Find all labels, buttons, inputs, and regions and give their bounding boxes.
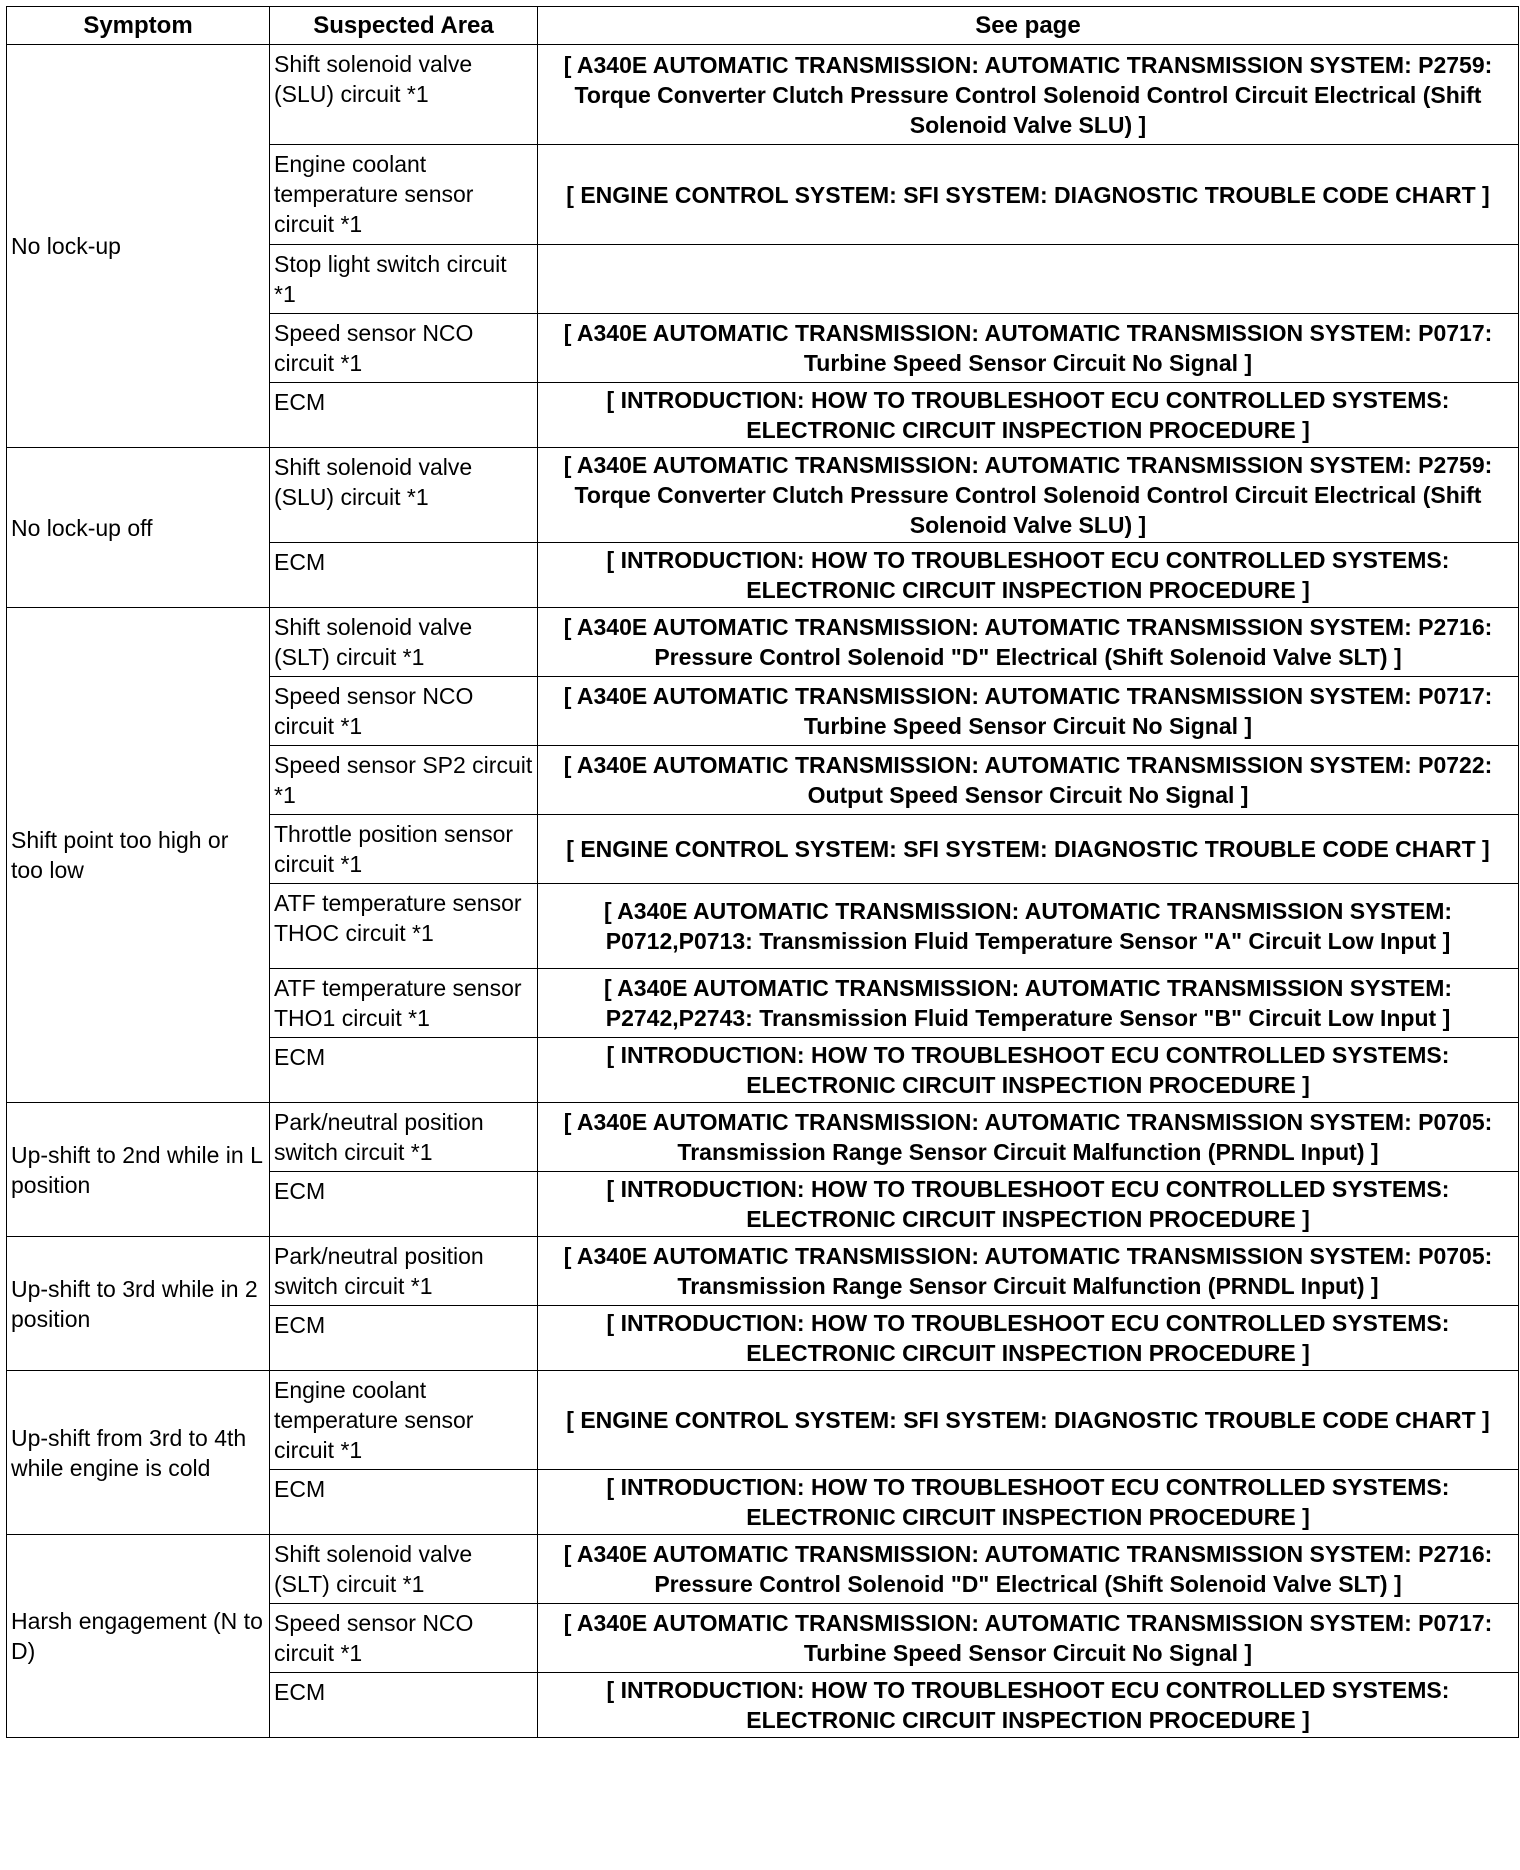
suspected-area-cell: Shift solenoid valve (SLT) circuit *1: [270, 1535, 538, 1604]
suspected-area-cell: Speed sensor NCO circuit *1: [270, 1604, 538, 1673]
see-page-cell: [ A340E AUTOMATIC TRANSMISSION: AUTOMATIC TRANSMISSION SYSTEM: P2759: Torque Converter Clutch Pressure Control Solenoid Control Circuit Electrical (Shift Solenoid Valve SLU) ]: [538, 448, 1519, 543]
suspected-area-cell: ECM: [270, 1306, 538, 1371]
symptom-cell: No lock-up off: [7, 448, 270, 608]
see-page-cell: [ INTRODUCTION: HOW TO TROUBLESHOOT ECU CONTROLLED SYSTEMS: ELECTRONIC CIRCUIT INSPECTION PROCEDURE ]: [538, 543, 1519, 608]
see-page-cell: [ A340E AUTOMATIC TRANSMISSION: AUTOMATIC TRANSMISSION SYSTEM: P2716: Pressure Control Solenoid "D" Electrical (Shift Solenoid Valve SLT) ]: [538, 1535, 1519, 1604]
see-page-cell: [ INTRODUCTION: HOW TO TROUBLESHOOT ECU CONTROLLED SYSTEMS: ELECTRONIC CIRCUIT INSPECTION PROCEDURE ]: [538, 1038, 1519, 1103]
suspected-area-cell: ECM: [270, 1038, 538, 1103]
table-row: [7, 1371, 1519, 1470]
suspected-area-cell: ECM: [270, 543, 538, 608]
suspected-area-cell: Park/neutral position switch circuit *1: [270, 1237, 538, 1306]
see-page-cell: [ A340E AUTOMATIC TRANSMISSION: AUTOMATIC TRANSMISSION SYSTEM: P0722: Output Speed Sensor Circuit No Signal ]: [538, 746, 1519, 815]
see-page-cell: [ A340E AUTOMATIC TRANSMISSION: AUTOMATIC TRANSMISSION SYSTEM: P2759: Torque Converter Clutch Pressure Control Solenoid Control Circuit Electrical (Shift Solenoid Valve SLU) ]: [538, 45, 1519, 145]
header-see-page: See page: [538, 7, 1519, 45]
see-page-cell: [ INTRODUCTION: HOW TO TROUBLESHOOT ECU CONTROLLED SYSTEMS: ELECTRONIC CIRCUIT INSPECTION PROCEDURE ]: [538, 1673, 1519, 1738]
table-row: [7, 1103, 1519, 1172]
see-page-cell: [ A340E AUTOMATIC TRANSMISSION: AUTOMATIC TRANSMISSION SYSTEM: P0705: Transmission Range Sensor Circuit Malfunction (PRNDL Input) ]: [538, 1103, 1519, 1172]
see-page-cell: [ A340E AUTOMATIC TRANSMISSION: AUTOMATIC TRANSMISSION SYSTEM: P0717: Turbine Speed Sensor Circuit No Signal ]: [538, 677, 1519, 746]
suspected-area-cell: Shift solenoid valve (SLU) circuit *1: [270, 45, 538, 145]
see-page-cell: [ A340E AUTOMATIC TRANSMISSION: AUTOMATIC TRANSMISSION SYSTEM: P2742,P2743: Transmission Fluid Temperature Sensor "B" Circuit Low Input ]: [538, 969, 1519, 1038]
see-page-cell: [ INTRODUCTION: HOW TO TROUBLESHOOT ECU CONTROLLED SYSTEMS: ELECTRONIC CIRCUIT INSPECTION PROCEDURE ]: [538, 1172, 1519, 1237]
table-row: [7, 1535, 1519, 1604]
suspected-area-cell: Engine coolant temperature sensor circuit *1: [270, 1371, 538, 1470]
see-page-cell: [ INTRODUCTION: HOW TO TROUBLESHOOT ECU CONTROLLED SYSTEMS: ELECTRONIC CIRCUIT INSPECTION PROCEDURE ]: [538, 383, 1519, 448]
document-page: [6, 6, 1518, 1738]
see-page-cell: [538, 245, 1519, 314]
suspected-area-cell: ECM: [270, 1673, 538, 1738]
suspected-area-cell: ATF temperature sensor THOC circuit *1: [270, 884, 538, 969]
symptom-cell: Up-shift to 3rd while in 2 position: [7, 1237, 270, 1371]
symptom-cell: Up-shift from 3rd to 4th while engine is cold: [7, 1371, 270, 1535]
suspected-area-cell: Speed sensor NCO circuit *1: [270, 314, 538, 383]
see-page-cell: [ INTRODUCTION: HOW TO TROUBLESHOOT ECU CONTROLLED SYSTEMS: ELECTRONIC CIRCUIT INSPECTION PROCEDURE ]: [538, 1470, 1519, 1535]
suspected-area-cell: Throttle position sensor circuit *1: [270, 815, 538, 884]
symptom-cell: Up-shift to 2nd while in L position: [7, 1103, 270, 1237]
suspected-area-cell: ATF temperature sensor THO1 circuit *1: [270, 969, 538, 1038]
header-row: [7, 7, 1519, 45]
suspected-area-cell: Speed sensor SP2 circuit *1: [270, 746, 538, 815]
see-page-cell: [ A340E AUTOMATIC TRANSMISSION: AUTOMATIC TRANSMISSION SYSTEM: P0717: Turbine Speed Sensor Circuit No Signal ]: [538, 1604, 1519, 1673]
symptom-cell: No lock-up: [7, 45, 270, 448]
suspected-area-cell: Speed sensor NCO circuit *1: [270, 677, 538, 746]
table-row: [7, 448, 1519, 543]
table-row: [7, 1237, 1519, 1306]
symptom-cell: Harsh engagement (N to D): [7, 1535, 270, 1738]
suspected-area-cell: ECM: [270, 1470, 538, 1535]
table-row: [7, 45, 1519, 145]
suspected-area-cell: Park/neutral position switch circuit *1: [270, 1103, 538, 1172]
see-page-cell: [ INTRODUCTION: HOW TO TROUBLESHOOT ECU CONTROLLED SYSTEMS: ELECTRONIC CIRCUIT INSPECTION PROCEDURE ]: [538, 1306, 1519, 1371]
suspected-area-cell: Shift solenoid valve (SLT) circuit *1: [270, 608, 538, 677]
suspected-area-cell: Stop light switch circuit *1: [270, 245, 538, 314]
see-page-cell: [ ENGINE CONTROL SYSTEM: SFI SYSTEM: DIAGNOSTIC TROUBLE CODE CHART ]: [538, 1371, 1519, 1470]
suspected-area-cell: ECM: [270, 383, 538, 448]
see-page-cell: [ A340E AUTOMATIC TRANSMISSION: AUTOMATIC TRANSMISSION SYSTEM: P0705: Transmission Range Sensor Circuit Malfunction (PRNDL Input) ]: [538, 1237, 1519, 1306]
symptom-table: [6, 6, 1519, 1738]
header-symptom: Symptom: [7, 7, 270, 45]
see-page-cell: [ A340E AUTOMATIC TRANSMISSION: AUTOMATIC TRANSMISSION SYSTEM: P0712,P0713: Transmission Fluid Temperature Sensor "A" Circuit Low Input ]: [538, 884, 1519, 969]
see-page-cell: [ ENGINE CONTROL SYSTEM: SFI SYSTEM: DIAGNOSTIC TROUBLE CODE CHART ]: [538, 815, 1519, 884]
suspected-area-cell: ECM: [270, 1172, 538, 1237]
see-page-cell: [ ENGINE CONTROL SYSTEM: SFI SYSTEM: DIAGNOSTIC TROUBLE CODE CHART ]: [538, 145, 1519, 245]
suspected-area-cell: Shift solenoid valve (SLU) circuit *1: [270, 448, 538, 543]
suspected-area-cell: Engine coolant temperature sensor circuit *1: [270, 145, 538, 245]
see-page-cell: [ A340E AUTOMATIC TRANSMISSION: AUTOMATIC TRANSMISSION SYSTEM: P0717: Turbine Speed Sensor Circuit No Signal ]: [538, 314, 1519, 383]
symptom-cell: Shift point too high or too low: [7, 608, 270, 1103]
table-row: [7, 608, 1519, 677]
see-page-cell: [ A340E AUTOMATIC TRANSMISSION: AUTOMATIC TRANSMISSION SYSTEM: P2716: Pressure Control Solenoid "D" Electrical (Shift Solenoid Valve SLT) ]: [538, 608, 1519, 677]
header-suspected-area: Suspected Area: [270, 7, 538, 45]
